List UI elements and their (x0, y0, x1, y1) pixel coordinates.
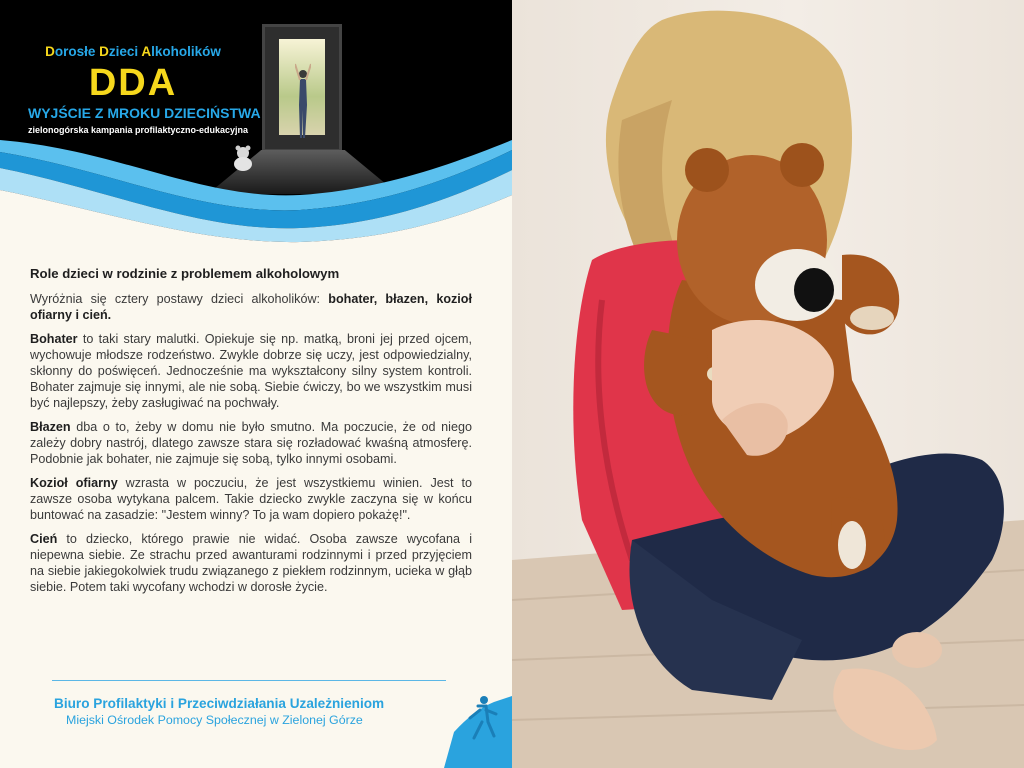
role-description: wzrasta w poczuciu, że jest wszystkiemu winien. Jest to zawsze osoba wytykana palcem. Takie dziecko zwykle zaczyna się w końcu buntować na zasadzie: "Jestem winny? To ja wam dopiero pokażę!". (30, 476, 472, 522)
letter-d2: D (99, 44, 109, 59)
role-paragraph-scapegoat (30, 475, 472, 523)
role-description: dba o to, żeby w domu nie było smutno. Ma poczucie, że od niego zależy dobry nastrój, dlatego zawsze stara się rozładować kwaśną atmosferę. Podobnie jak bohater, nie zajmuje się sobą, tylko innymi osobami. (30, 420, 472, 466)
word-dorosle: orosłe (54, 44, 100, 59)
campaign-acronym: DDA (88, 62, 178, 104)
footer-organization: Biuro Profilaktyki i Przeciwdziałania Uzależnieniom (54, 696, 385, 711)
footer-divider (52, 680, 446, 681)
child-hugging-teddy-bear (512, 0, 1024, 768)
word-alkoholikow: lkoholików (151, 44, 221, 59)
article-title: Role dzieci w rodzinie z problemem alkoholowym (30, 266, 340, 281)
role-name: Kozioł ofiarny (30, 476, 118, 490)
role-paragraph-shadow (30, 531, 472, 595)
climber-logo-icon (444, 692, 512, 768)
role-paragraph-clown (30, 419, 472, 467)
word-dzieci: zieci (108, 44, 142, 59)
photo-panel (512, 0, 1024, 768)
campaign-note: zielonogórska kampania profilaktyczno-edukacyjna (28, 125, 249, 135)
header-waves (0, 0, 512, 250)
intro-text: Wyróżnia się cztery postawy dzieci alkoholików: (30, 292, 329, 306)
role-name: Cień (30, 532, 58, 546)
role-name: Bohater (30, 332, 78, 346)
campaign-tagline: WYJŚCIE Z MROKU DZIECIŃSTWA (28, 105, 261, 121)
article (30, 266, 472, 603)
role-name: Błazen (30, 420, 71, 434)
role-paragraph-hero (30, 331, 472, 411)
letter-d1: D (45, 44, 55, 59)
footer-parent: Miejski Ośrodek Pomocy Społecznej w Zielonej Górze (66, 713, 363, 727)
letter-a: A (141, 44, 152, 59)
intro-bold: bohater, błazen, kozioł ofiarny i cień. (30, 292, 473, 322)
article-intro (30, 291, 472, 323)
role-description: to dziecko, którego prawie nie widać. Osoba zawsze wycofana i niepewna siebie. Ze strachu przed awanturami rodzinnymi i przed przyjęciem na siebie jakiegokolwiek trudu związanego z piekłem rodzinnym, ucieka w głąb siebie. Potem taki wycofany wchodzi w dorosłe życie. (30, 532, 472, 594)
role-description: to taki stary malutki. Opiekuje się np. matką, broni jej przed ojcem, wychowuje młodsze rodzeństwo. Zwykle dobrze się uczy, jest odpowiedzialny, skłonny do poświęceń. Jednocześnie ma wykształcony silny system kontroli. Bohater zajmuje się innymi, ale nie sobą. Siebie ćwiczy, bo we wszystkim musi być najlepszy, żeby zasługiwać na pochwały. (30, 332, 472, 410)
